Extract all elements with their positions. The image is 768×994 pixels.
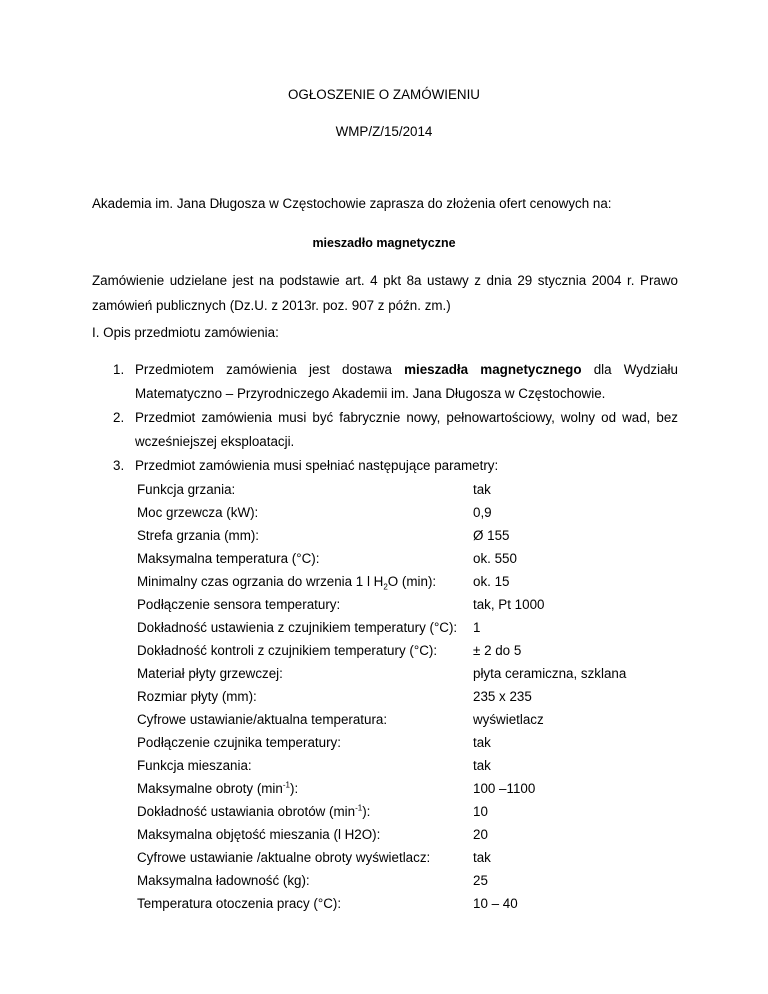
reference-number: WMP/Z/15/2014 [335,124,433,139]
param-row [137,574,677,590]
param-value: 20 [473,827,488,842]
param-row [137,620,677,636]
param-label: Moc grzewcza (kW): [137,505,259,520]
param-value: 100 –1100 [473,781,536,796]
param-value: tak [473,758,491,773]
document-title: OGŁOSZENIE O ZAMÓWIENIU [288,87,480,102]
item-1-text-b: dla Wydziału [593,362,678,377]
order-subject: mieszadło magnetyczne [312,236,456,250]
param-value: tak [473,482,491,497]
param-label: Materiał płyty grzewczej: [137,666,283,681]
param-value: ok. 15 [473,574,510,589]
param-row [137,666,677,682]
param-row [137,597,677,613]
param-value: 25 [473,873,488,888]
param-value: 0,9 [473,505,492,520]
param-label: Maksymalna objętość mieszania (l H2O): [137,827,381,842]
param-row [137,528,677,544]
param-row [137,482,677,498]
param-row [137,873,677,889]
list-item-1-line-1 [135,362,678,378]
param-row [137,505,677,521]
param-label: Maksymalna ładowność (kg): [137,873,310,888]
param-value: 10 [473,804,488,819]
param-row [137,758,677,774]
param-value: 235 x 235 [473,689,532,704]
item-1-text-a: Przedmiotem zamówienia jest dostawa [135,362,392,377]
param-label: Minimalny czas ogrzania do wrzenia 1 l $H_2O$ (min): [137,574,437,592]
param-label: Dokładność ustawienia z czujnikiem temperatury (°C): [137,620,458,635]
list-item-number: 2. [113,410,125,425]
list-item-3-line-1: Przedmiot zamówienia musi spełniać następujące parametry: [135,458,499,473]
legal-basis-line-1: Zamówienie udzielane jest na podstawie art. 4 pkt 8a ustawy z dnia 29 stycznia 2004 r. Prawo [92,273,678,288]
param-label: Temperatura otoczenia pracy (°C): [137,896,342,911]
list-item-1-line-2: Matematyczno – Przyrodniczego Akademii im. Jana Długosza w Częstochowie. [135,386,606,401]
param-row [137,804,677,820]
param-row [137,643,677,659]
list-item-number: 1. [113,362,125,377]
list-item-number: 3. [113,458,125,473]
param-value: tak [473,735,491,750]
param-label: Strefa grzania (mm): [137,528,260,543]
param-label: Funkcja grzania: [137,482,236,497]
param-row [137,850,677,866]
param-value: płyta ceramiczna, szklana [473,666,627,681]
param-label: Podłączenie czujnika temperatury: [137,735,341,750]
param-label: Rozmiar płyty (mm): [137,689,257,704]
param-label: Funkcja mieszania: [137,758,252,773]
param-value: ± 2 do 5 [473,643,522,658]
section-heading: I. Opis przedmiotu zamówienia: [92,325,279,340]
list-item-2-line-2: wcześniejszej eksploatacji. [135,434,295,449]
param-value: Ø 155 [473,528,510,543]
intro-text: Akademia im. Jana Długosza w Częstochowie zaprasza do złożenia ofert cenowych na: [92,196,612,211]
legal-basis-line-2: zamówień publicznych (Dz.U. z 2013r. poz. 907 z późn. zm.) [92,298,451,313]
item-1-bold-subject: mieszadła magnetycznego [404,362,582,377]
list-item-2-line-1: Przedmiot zamówienia musi być fabrycznie nowy, pełnowartościowy, wolny od wad, bez [135,410,678,425]
param-value: 1 [473,620,481,635]
param-value: wyświetlacz [473,712,544,727]
param-value: 10 – 40 [473,896,518,911]
param-row [137,781,677,797]
param-row [137,827,677,843]
param-row [137,712,677,728]
param-label: Maksymalne obroty $(\min^{-1})$: [137,780,299,796]
param-label: Podłączenie sensora temperatury: [137,597,341,612]
param-label: Dokładność kontroli z czujnikiem temperatury (°C): [137,643,438,658]
param-value: tak [473,850,491,865]
param-label: Maksymalna temperatura (°C): [137,551,320,566]
param-label: Cyfrowe ustawianie /aktualne obroty wyświetlacz: [137,850,431,865]
param-row [137,551,677,567]
param-row [137,689,677,705]
param-value: tak, Pt 1000 [473,597,545,612]
param-value: ok. 550 [473,551,517,566]
param-label: Dokładność ustawiania obrotów $(\min^{-1})$: [137,803,371,819]
param-row [137,896,677,912]
param-row [137,735,677,751]
param-label: Cyfrowe ustawianie/aktualna temperatura: [137,712,388,727]
